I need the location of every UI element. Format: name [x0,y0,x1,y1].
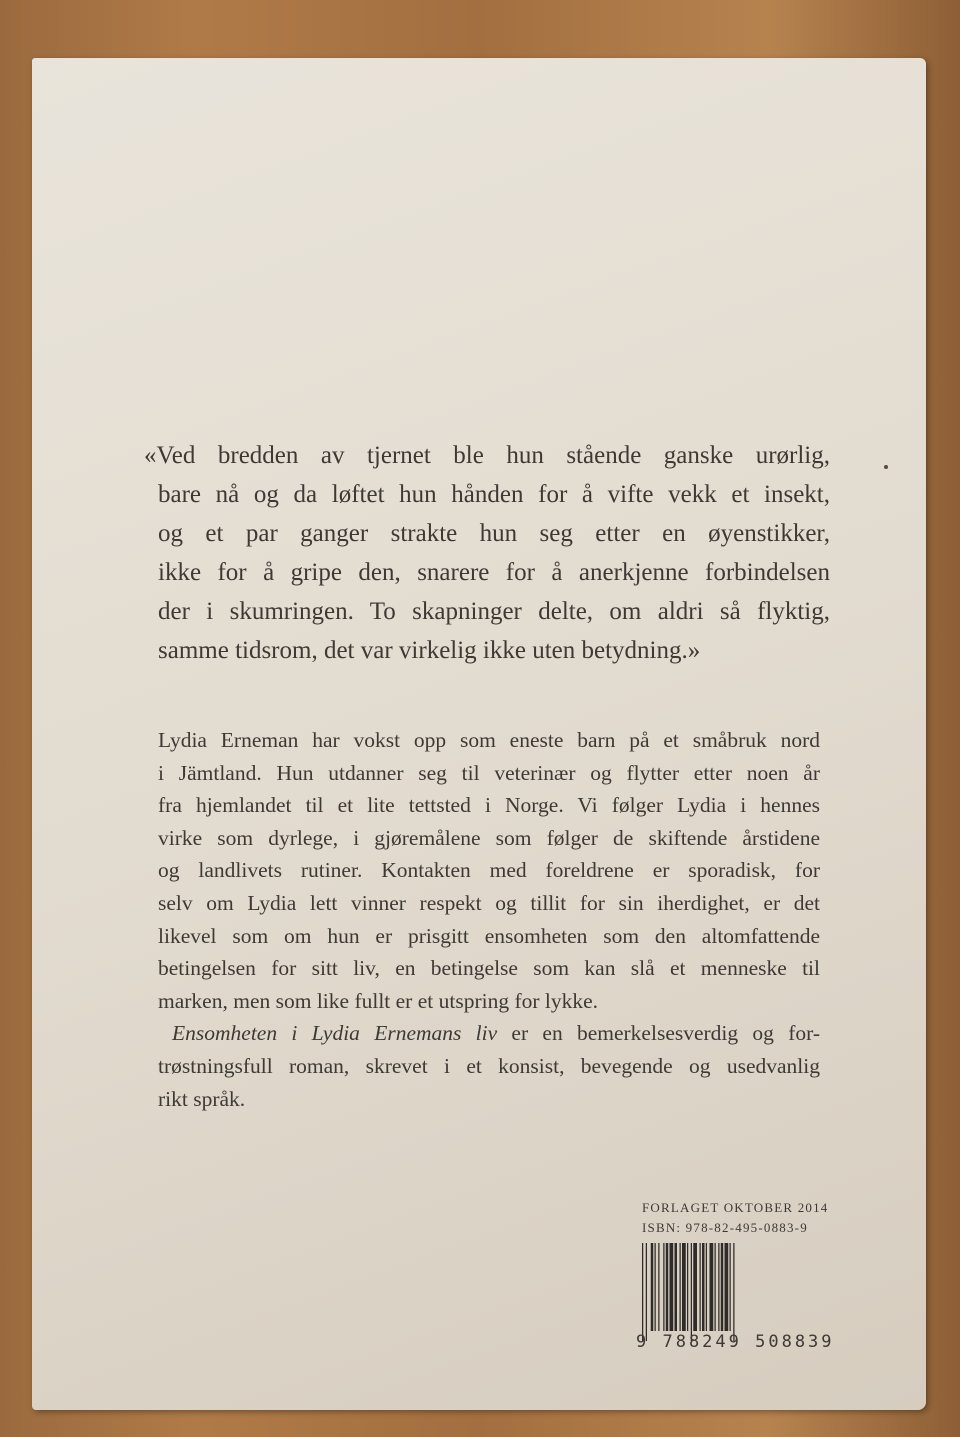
blurb-line: likevel som om hun er prisgitt ensomheten som den altomfattende [158,923,820,948]
publisher-info [642,1198,829,1238]
quote-line: samme tidsrom, det var virkelig ikke uten betydning.» [158,637,701,664]
closing-text: er en bemerkelsesverdig og for- [497,1021,820,1046]
barcode-bar [733,1243,734,1341]
barcode-bar [730,1243,731,1331]
barcode-bar [680,1243,681,1331]
blurb-line: virke som dyrlege, i gjøremålene som følger de skiftende årstidene [158,825,820,850]
publisher: FORLAGET OKTOBER 2014 [642,1200,829,1215]
barcode-bar [718,1243,719,1331]
barcode-bar [706,1243,707,1331]
book-title: Ensomheten i Lydia Ernemans liv [172,1021,498,1046]
closing-line: rikt språk. [158,1086,246,1111]
barcode-bar [700,1243,701,1331]
barcode-bar [663,1243,664,1331]
isbn: ISBN: 978-82-495-0883-9 [642,1220,808,1235]
blurb-line: og landlivets rutiner. Kontakten med foreldrene er sporadisk, for [158,858,820,883]
closing-line [158,1017,820,1050]
barcode-bar [715,1243,716,1331]
barcode-bar [670,1243,674,1331]
blurb-line: betingelsen for sitt liv, en betingelse som kan slå et menneske til [158,956,820,981]
barcode-bar [725,1243,729,1331]
barcode-bar [646,1243,647,1341]
speck [884,465,888,469]
book-description [158,724,820,1115]
quote-line: ikke for å gripe den, snarere for å anerkjenne forbindelsen [158,559,830,586]
barcode [640,1243,810,1341]
blurb-line: Lydia Erneman har vokst opp som eneste barn på et småbruk nord [158,728,820,752]
quote-line: og et par ganger strakte hun seg etter en øyenstikker, [158,520,830,547]
barcode-bar [655,1243,656,1331]
barcode-bar [666,1243,669,1331]
blurb-line: fra hjemlandet til et lite tettsted i Norge. Vi følger Lydia i hennes [158,793,820,818]
barcode-bar [693,1243,697,1331]
quote-line: bare nå og da løftet hun hånden for å vifte vekk et insekt, [158,481,830,508]
barcode-number: 9 788249 508839 [636,1332,835,1352]
quote-line: der i skumringen. To skapninger delte, om aldri så flyktig, [158,598,830,625]
barcode-bar [691,1243,692,1341]
barcode-bar [687,1243,688,1331]
barcode-bar [710,1243,714,1331]
barcode-bar [675,1243,678,1331]
barcode-bar [651,1243,654,1331]
blurb-line: selv om Lydia lett vinner respekt og tillit for sin iherdighet, er det [158,890,820,915]
barcode-bar [658,1243,659,1331]
barcode-bar [682,1243,686,1331]
barcode-bar [642,1243,643,1341]
blurb-line: i Jämtland. Hun utdanner seg til veterinær og flytter etter noen år [158,760,820,785]
quote-line: «Ved bredden av tjernet ble hun stående ganske urørlig, [144,442,830,469]
barcode-bar [702,1243,705,1331]
closing-line: trøstningsfull roman, skrevet i et konsist, bevegende og usedvanlig [158,1053,820,1078]
excerpt-quote [144,436,830,670]
blurb-line: marken, men som like fullt er et utspring for lykke. [158,988,599,1013]
barcode-bar [721,1243,724,1331]
